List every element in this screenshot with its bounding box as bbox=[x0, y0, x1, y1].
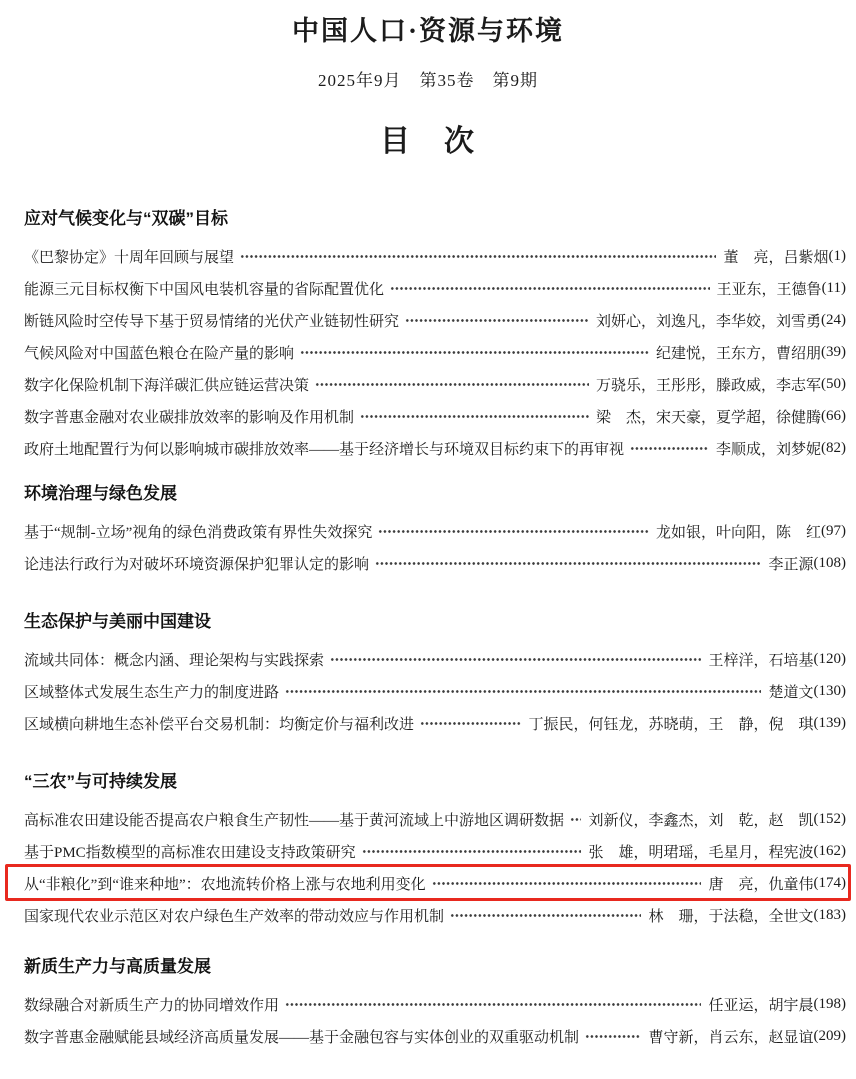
article-authors: 李顺成，刘梦妮 bbox=[715, 442, 821, 459]
section-climate-dual-carbon bbox=[24, 203, 846, 465]
toc-entry[interactable] bbox=[24, 369, 846, 401]
article-authors: 曹守新，肖云东，赵显谊 bbox=[648, 1030, 814, 1047]
article-title: 基于“规制-立场”视角的绿色消费政策有界性失效探究 bbox=[24, 525, 373, 542]
toc-entry[interactable] bbox=[24, 900, 846, 932]
section-title: 生态保护与美丽中国建设 bbox=[24, 611, 211, 631]
article-title: 政府土地配置行为何以影响城市碳排放效率——基于经济增长与环境双目标约束下的再审视 bbox=[24, 442, 625, 459]
article-authors: 刘新仪，李鑫杰，刘 乾，赵 凯 bbox=[588, 813, 814, 830]
article-title: 数字化保险机制下海洋碳汇供应链运营决策 bbox=[24, 378, 310, 395]
article-authors: 刘妍心，刘逸凡，李华姣，刘雪勇 bbox=[595, 314, 821, 331]
article-page: (39) bbox=[821, 344, 846, 361]
article-authors: 纪建悦，王东方，曹绍朋 bbox=[655, 346, 821, 363]
toc-entry[interactable] bbox=[24, 433, 846, 465]
article-authors: 张 雄，明珺瑶，毛星月，程宪波 bbox=[588, 845, 814, 862]
article-authors: 丁振民，何钰龙，苏晓萌，王 静，倪 琪 bbox=[528, 717, 814, 734]
article-page: (174) bbox=[813, 875, 846, 892]
article-page: (97) bbox=[821, 523, 846, 540]
toc-entry[interactable] bbox=[24, 401, 846, 433]
article-page: (108) bbox=[813, 555, 846, 572]
section-ecology-beautiful-china bbox=[24, 606, 846, 740]
article-page: (130) bbox=[813, 683, 846, 700]
article-authors: 董 亮，吕紫烟 bbox=[723, 250, 829, 267]
article-title: 区域整体式发展生态生产力的制度进路 bbox=[24, 685, 280, 702]
toc-entry[interactable] bbox=[24, 1021, 846, 1053]
section-new-productive-forces bbox=[24, 951, 846, 1053]
toc-entry[interactable] bbox=[24, 305, 846, 337]
toc-entry-highlighted[interactable] bbox=[24, 868, 846, 900]
dot-leader bbox=[315, 369, 589, 401]
dot-leader bbox=[570, 804, 581, 836]
article-title: 断链风险时空传导下基于贸易情绪的光伏产业链韧性研究 bbox=[24, 314, 400, 331]
masthead bbox=[0, 0, 856, 161]
issue-line: 2025年9月 第35卷 第9期 bbox=[318, 70, 538, 90]
dot-leader bbox=[300, 337, 649, 369]
article-title: 流域共同体：概念内涵、理论架构与实践探索 bbox=[24, 653, 325, 670]
toc-entry[interactable] bbox=[24, 548, 846, 580]
toc-entry[interactable] bbox=[24, 516, 846, 548]
article-authors: 王亚东，王德鲁 bbox=[716, 282, 822, 299]
article-authors: 任亚运，胡宇晨 bbox=[708, 998, 814, 1015]
article-page: (82) bbox=[821, 440, 846, 457]
article-authors: 楚道文 bbox=[768, 685, 814, 702]
toc-title: 目 次 bbox=[380, 125, 476, 159]
toc-entry[interactable] bbox=[24, 989, 846, 1021]
article-authors: 龙如银，叶向阳，陈 红 bbox=[655, 525, 821, 542]
article-authors: 李正源 bbox=[768, 557, 814, 574]
dot-leader bbox=[630, 433, 709, 465]
section-title: 新质生产力与高质量发展 bbox=[24, 956, 211, 976]
article-page: (183) bbox=[813, 907, 846, 924]
article-authors: 林 珊，于法稳，全世文 bbox=[648, 909, 814, 926]
article-title: 数字普惠金融赋能县域经济高质量发展——基于金融包容与实体创业的双重驱动机制 bbox=[24, 1030, 580, 1047]
toc-entry[interactable] bbox=[24, 836, 846, 868]
article-page: (11) bbox=[821, 280, 846, 297]
dot-leader bbox=[378, 516, 649, 548]
dot-leader bbox=[285, 989, 701, 1021]
article-authors: 梁 杰，宋天豪，夏学超，徐健腾 bbox=[595, 410, 821, 427]
article-title: 能源三元目标权衡下中国风电装机容量的省际配置优化 bbox=[24, 282, 385, 299]
dot-leader bbox=[330, 644, 701, 676]
article-title: 数绿融合对新质生产力的协同增效作用 bbox=[24, 998, 280, 1015]
article-page: (139) bbox=[813, 715, 846, 732]
article-page: (162) bbox=[813, 843, 846, 860]
article-title: 论违法行政行为对破坏环境资源保护犯罪认定的影响 bbox=[24, 557, 370, 574]
section-title: 应对气候变化与“双碳”目标 bbox=[24, 208, 228, 228]
article-page: (152) bbox=[813, 811, 846, 828]
section-title: “三农”与可持续发展 bbox=[24, 771, 177, 791]
dot-leader bbox=[362, 836, 582, 868]
article-title: 高标准农田建设能否提高农户粮食生产韧性——基于黄河流域上中游地区调研数据 bbox=[24, 813, 565, 830]
toc-entry[interactable] bbox=[24, 337, 846, 369]
dot-leader bbox=[432, 868, 702, 900]
toc-entry[interactable] bbox=[24, 241, 846, 273]
article-title: 《巴黎协定》十周年回顾与展望 bbox=[24, 250, 235, 267]
article-page: (120) bbox=[813, 651, 846, 668]
dot-leader bbox=[450, 900, 641, 932]
article-title: 区域横向耕地生态补偿平台交易机制：均衡定价与福利改进 bbox=[24, 717, 415, 734]
toc-entry[interactable] bbox=[24, 273, 846, 305]
dot-leader bbox=[405, 305, 589, 337]
section-environment-green bbox=[24, 478, 846, 580]
dot-leader bbox=[420, 708, 521, 740]
dot-leader bbox=[285, 676, 761, 708]
dot-leader bbox=[240, 241, 716, 273]
section-sannong-sustainable bbox=[24, 766, 846, 932]
toc-entry[interactable] bbox=[24, 804, 846, 836]
toc-entry[interactable] bbox=[24, 644, 846, 676]
article-authors: 王梓洋，石培基 bbox=[708, 653, 814, 670]
article-title: 国家现代农业示范区对农户绿色生产效率的带动效应与作用机制 bbox=[24, 909, 445, 926]
article-title: 气候风险对中国蓝色粮仓在险产量的影响 bbox=[24, 346, 295, 363]
article-page: (1) bbox=[828, 248, 846, 265]
article-page: (209) bbox=[813, 1028, 846, 1045]
article-title: 从“非粮化”到“谁来种地”：农地流转价格上涨与农地利用变化 bbox=[24, 877, 426, 894]
article-page: (24) bbox=[821, 312, 846, 329]
article-authors: 万骁乐，王彤彤，滕政威，李志军 bbox=[595, 378, 821, 395]
article-page: (66) bbox=[821, 408, 846, 425]
journal-title: 中国人口·资源与环境 bbox=[291, 16, 564, 46]
toc-entry[interactable] bbox=[24, 708, 846, 740]
dot-leader bbox=[585, 1021, 641, 1053]
article-title: 数字普惠金融对农业碳排放效率的影响及作用机制 bbox=[24, 410, 355, 427]
section-title: 环境治理与绿色发展 bbox=[24, 483, 177, 503]
article-page: (50) bbox=[821, 376, 846, 393]
dot-leader bbox=[360, 401, 589, 433]
toc-content bbox=[24, 203, 846, 1053]
dot-leader bbox=[375, 548, 761, 580]
article-authors: 唐 亮，仇童伟 bbox=[708, 877, 814, 894]
article-title: 基于PMC指数模型的高标准农田建设支持政策研究 bbox=[24, 845, 356, 862]
dot-leader bbox=[390, 273, 710, 305]
toc-entry[interactable] bbox=[24, 676, 846, 708]
article-page: (198) bbox=[813, 996, 846, 1013]
